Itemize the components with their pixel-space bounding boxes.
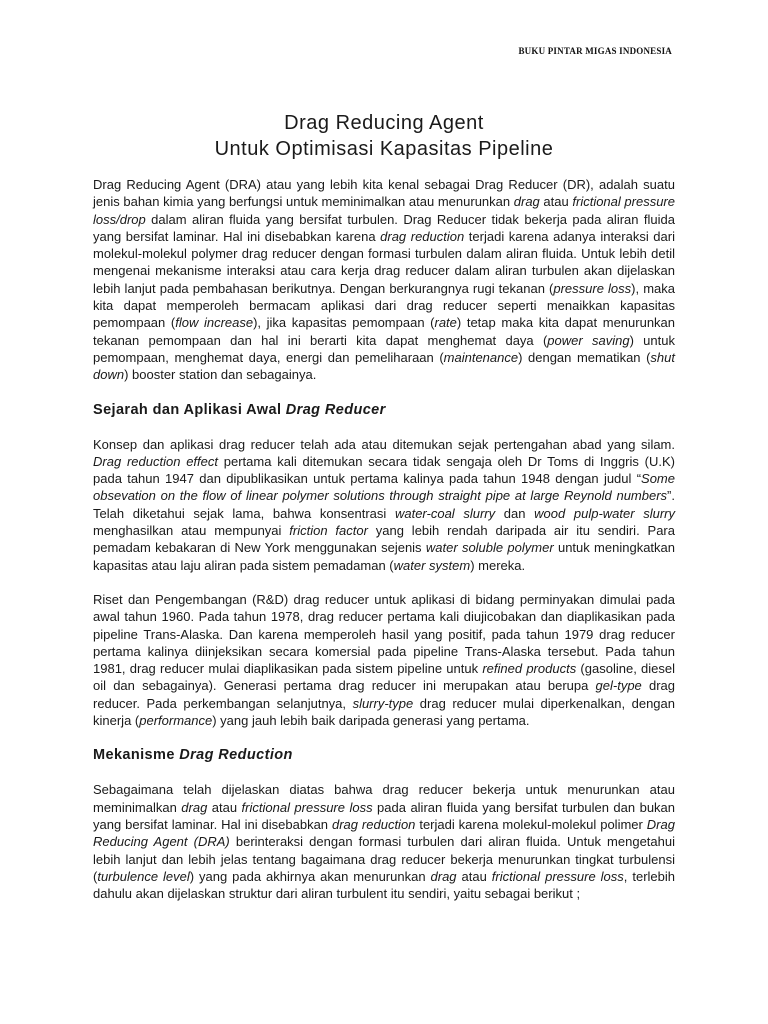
text-run: pada aliran fluida yang bersifat turbulen dan bukan yang bersifat laminar. Hal ini disebabkan <box>93 799 676 832</box>
text-run: drag reducer mulai diperkenalkan, dengan kinerja ( <box>93 695 675 729</box>
italic-term: drag reduction <box>331 816 416 832</box>
text-run: pertama kali ditemukan secara tidak sengaja oleh Dr Toms di Inggris (U.K) pada tahun 1947 dan dipublikasikan untuk pertama kalinya pada tahun 1948 dengan judul “ <box>93 453 675 487</box>
text-run: ) dengan mematikan ( <box>518 349 651 365</box>
history-paragraph-2 <box>93 591 675 729</box>
italic-term: slurry-type <box>352 695 414 711</box>
heading-text: Sejarah dan Aplikasi Awal <box>93 401 286 418</box>
text-run: drag reducer. Pada perkembangan selanjutnya, <box>93 678 675 711</box>
text-run: menghasilkan atau mempunyai <box>93 523 290 539</box>
text-run: ), maka kita dapat memperoleh bermacam aplikasi dari drag reducer seperti menaikkan kapasitas pemompaan ( <box>93 280 675 331</box>
text-run: atau <box>539 194 573 210</box>
italic-term: water-coal slurry <box>394 505 496 521</box>
italic-term: frictional pressure loss/drop <box>93 194 675 227</box>
italic-term: shut down <box>93 349 675 383</box>
text-run: ) booster station dan sebagainya. <box>124 367 317 383</box>
italic-term: Drag Reducing Agent (DRA) <box>93 816 675 850</box>
text-run: Drag Reducing Agent (DRA) atau yang lebih kita kenal sebagai Drag Reducer (DR), adalah suatu jenis bahan kimia yang berfungsi untuk meminimalkan atau menurunkan <box>93 177 675 210</box>
italic-term: friction factor <box>289 523 368 539</box>
italic-term: pressure loss <box>553 280 632 296</box>
italic-term: water system <box>393 557 471 573</box>
text-run: ) tetap maka kita dapat menurunkan tekanan pemompaan dan hal ini berarti kita dapat menghemat daya ( <box>93 315 676 348</box>
heading-text: Mekanisme <box>93 747 180 764</box>
text-run: Konsep dan aplikasi drag reducer telah ada atau ditemukan sejak pertengahan abad yang silam. <box>93 436 675 452</box>
text-run: untuk meningkatkan kapasitas atau laju aliran pada sistem pemadaman ( <box>93 540 675 573</box>
text-run: terjadi karena molekul-molekul polimer <box>415 816 647 832</box>
text-run: terjadi karena adanya interaksi dari molekul-molekul polymer drag reducer dengan formasi turbulen dalam aliran fluida. Untuk lebih detil mengenai mekanisme interaksi atau cara kerja drag reducer dalam aliran turbulen akan dijelaskan lebih lanjut pada pembahasan berikutnya. Dengan berkurangnya rugi tekanan ( <box>93 228 675 296</box>
text-run: , terlebih dahulu akan dijelaskan struktur dari aliran turbulent itu sendiri, yaitu sebagai berikut ; <box>93 868 675 902</box>
running-header: BUKU PINTAR MIGAS INDONESIA <box>518 46 672 56</box>
document-title <box>0 110 768 162</box>
text-run: (gasoline, diesel oil dan sebagainya). Generasi pertama drag reducer ini merupakan atau berupa <box>93 661 676 694</box>
italic-term: gel-type <box>595 678 642 694</box>
italic-term: Drag reduction effect <box>93 453 218 469</box>
section-heading-history <box>93 402 675 418</box>
italic-term: drag <box>430 868 457 884</box>
text-run: berinteraksi dengan formasi turbulen dari aliran fluida. Untuk mengetahui lebih lanjut dan lebih jelas tentang bagaimana drag reducer bekerja menurunkan tingkat turbulensi ( <box>93 834 675 884</box>
text-run: Riset dan Pengembangan (R&D) drag reducer untuk aplikasi di bidang perminyakan dimulai pada awal tahun 1960. Pada tahun 1978, drag reducer pertama kali diujicobakan dan diaplikasikan pada pipeline Trans-Alaska. Dan karena memperoleh hasil yang positif, pada tahun 1979 drag reducer pertama kalinya diinjeksikan secara komersial pada pipeline Trans-Alaska tersebut. Pada tahun 1981, drag reducer mulai diaplikasikan pada sistem pipeline untuk <box>93 591 675 677</box>
intro-paragraph <box>93 176 675 384</box>
text-run: ) untuk pemompaan, menghemat daya, energi dan pemeliharaan ( <box>93 332 675 365</box>
italic-term: maintenance <box>443 349 519 365</box>
text-run: dalam aliran fluida yang bersifat turbulen. Drag Reducer tidak bekerja pada aliran fluida yang bersifat laminar. Hal ini disebabkan karena <box>93 211 675 244</box>
italic-term: drag <box>181 799 208 815</box>
text-run: ) yang pada akhirnya akan menurunkan <box>189 868 431 884</box>
section-heading-mechanism <box>93 747 675 763</box>
mechanism-paragraph-1 <box>93 781 675 902</box>
title-line-1: Drag Reducing Agent <box>284 112 484 134</box>
italic-term: Some obsevation on the flow of linear polymer solutions through straight pipe at large Reynold numbers <box>93 471 675 504</box>
text-run: dan <box>495 505 535 521</box>
italic-term: turbulence level <box>97 868 190 884</box>
italic-term: power saving <box>547 332 630 348</box>
heading-italic-text: Drag Reducer <box>285 401 386 418</box>
text-run: ”. Telah diketahui sejak lama, bahwa konsentrasi <box>93 488 675 521</box>
text-run: atau <box>456 868 492 884</box>
title-line-2: Untuk Optimisasi Kapasitas Pipeline <box>214 138 554 160</box>
text-run: Sebagaimana telah dijelaskan diatas bahwa drag reducer bekerja untuk menurunkan atau meminimalkan <box>93 782 675 815</box>
italic-term: frictional pressure loss <box>491 868 624 884</box>
italic-term: refined products <box>482 661 577 677</box>
italic-term: rate <box>434 315 457 331</box>
italic-term: water soluble polymer <box>425 540 554 556</box>
italic-term: drag reduction <box>380 228 465 244</box>
text-run: ) yang jauh lebih baik daripada generasi yang pertama. <box>212 713 530 729</box>
italic-term: wood pulp-water slurry <box>534 505 675 521</box>
italic-term: flow increase <box>175 315 254 331</box>
italic-term: drag <box>513 194 540 210</box>
italic-term: performance <box>139 713 213 729</box>
text-run: ) mereka. <box>470 557 526 573</box>
history-paragraph-1 <box>93 436 675 574</box>
document-body <box>93 176 675 902</box>
italic-term: frictional pressure loss <box>241 799 373 815</box>
text-run: atau <box>207 799 242 815</box>
text-run: yang lebih rendah daripada air itu sendiri. Para pemadam kebakaran di New York menggunakan sejenis <box>93 523 675 556</box>
text-run: ), jika kapasitas pemompaan ( <box>253 315 435 331</box>
heading-italic-text: Drag Reduction <box>179 747 293 764</box>
